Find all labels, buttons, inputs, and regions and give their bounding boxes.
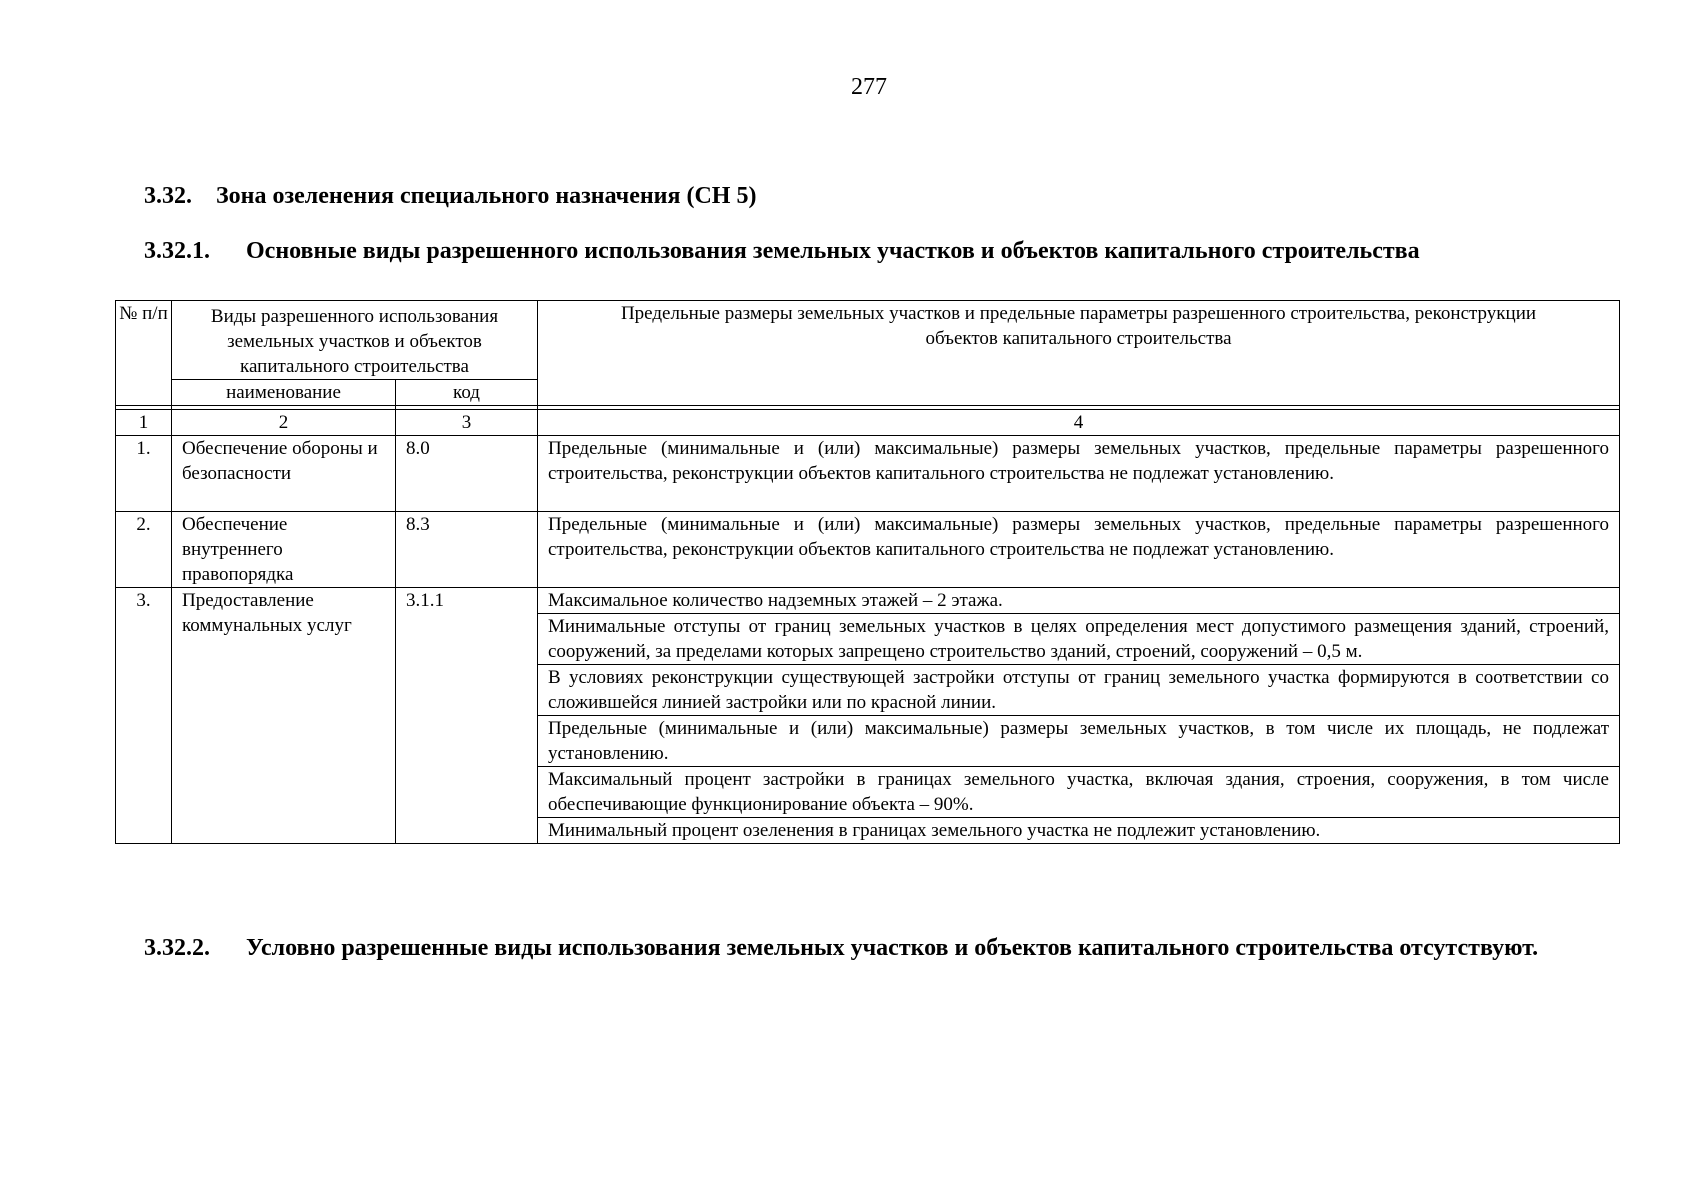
- use-params: Предельные (минимальные и (или) максимальные) размеры земельных участков, предельные параметры разрешенного строительства, реконструкции объектов капитального строительства не подлежат установлению.: [538, 512, 1620, 588]
- use-params: Минимальный процент озеленения в границах земельного участка не подлежит установлению.: [538, 818, 1620, 844]
- conditional-uses-heading-text: Условно разрешенные виды использования земельных участков и объектов капитального строительства отсутствуют.: [246, 935, 1539, 961]
- use-name: Обеспечение обороны и безопасности: [172, 436, 396, 512]
- conditional-uses-heading: [144, 933, 1618, 963]
- use-code: 3.1.1: [396, 588, 538, 844]
- use-params: В условиях реконструкции существующей застройки отступы от границ земельного участка формируются в соответствии со сложившейся линией застройки или по красной линии.: [538, 665, 1620, 716]
- zone-heading-text: Зона озеленения специального назначения (СН 5): [216, 183, 757, 209]
- basic-uses-heading: [144, 236, 1618, 266]
- conditional-uses-heading-number: 3.32.2.: [144, 935, 210, 961]
- column-number: 2: [172, 410, 396, 436]
- column-number: 4: [538, 410, 1620, 436]
- column-number: 3: [396, 410, 538, 436]
- basic-uses-heading-text: Основные виды разрешенного использования земельных участков и объектов капитального строительства: [246, 238, 1420, 264]
- use-params: Предельные (минимальные и (или) максимальные) размеры земельных участков, в том числе их площадь, не подлежат установлению.: [538, 716, 1620, 767]
- zone-heading: [144, 181, 1618, 211]
- use-params: Максимальный процент застройки в границах земельного участка, включая здания, строения, сооружения, в том числе обеспечивающие функционирование объекта – 90%.: [538, 767, 1620, 818]
- use-code: 8.0: [396, 436, 538, 512]
- page-number: 277: [851, 74, 887, 100]
- use-code: 8.3: [396, 512, 538, 588]
- permitted-uses-table: [115, 300, 1620, 844]
- basic-uses-heading-number: 3.32.1.: [144, 238, 210, 264]
- row-number: 1.: [116, 436, 172, 512]
- use-params: Предельные (минимальные и (или) максимальные) размеры земельных участков, предельные параметры разрешенного строительства, реконструкции объектов капитального строительства не подлежат установлению.: [538, 436, 1620, 512]
- header-num: № п/п: [116, 301, 172, 406]
- header-params: Предельные размеры земельных участков и предельные параметры разрешенного строительства, реконструкции объектов капитального строительства: [538, 301, 1620, 406]
- row-number: 2.: [116, 512, 172, 588]
- table-row: [116, 436, 1620, 512]
- column-numbers-row: [116, 410, 1620, 436]
- zone-heading-number: 3.32.: [144, 183, 192, 209]
- table-row: [116, 588, 1620, 614]
- column-number: 1: [116, 410, 172, 436]
- use-name: Предоставление коммунальных услуг: [172, 588, 396, 844]
- use-params: Максимальное количество надземных этажей – 2 этажа.: [538, 588, 1620, 614]
- table-header-row: [116, 301, 1620, 380]
- use-params: Минимальные отступы от границ земельных участков в целях определения мест допустимого размещения зданий, строений, сооружений, за пределами которых запрещено строительство зданий, строений, сооружений – 0,5 м.: [538, 614, 1620, 665]
- table-row: [116, 512, 1620, 588]
- header-types: Виды разрешенного использования земельных участков и объектов капитального строительства: [172, 301, 538, 380]
- row-number: 3.: [116, 588, 172, 844]
- use-name: Обеспечение внутреннего правопорядка: [172, 512, 396, 588]
- header-name: наименование: [172, 380, 396, 406]
- header-code: код: [396, 380, 538, 406]
